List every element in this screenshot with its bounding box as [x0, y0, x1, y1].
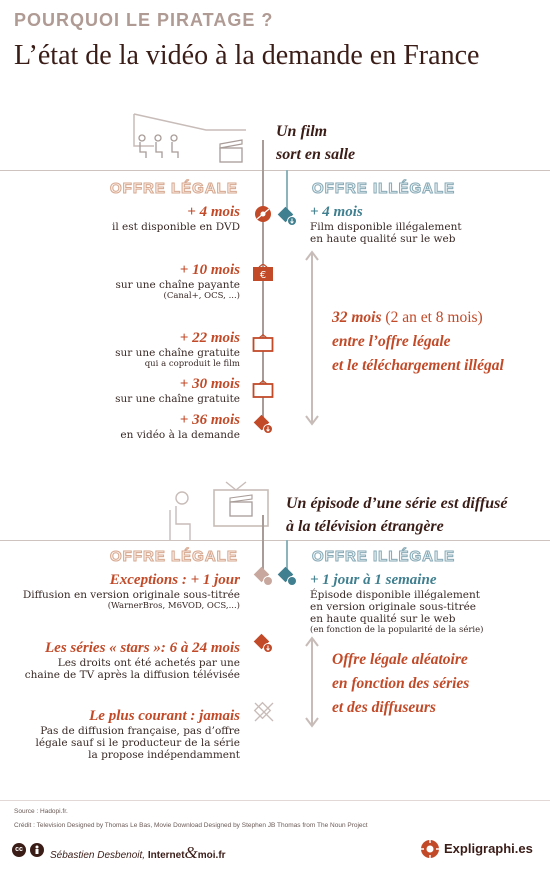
duration-arrow: [304, 250, 320, 426]
film-illegal-item: + 4 mois Film disponible illégalement en haute qualité sur le web: [310, 204, 462, 245]
dvd-icon: [254, 205, 272, 223]
serie-legal-item-stars: Les séries « stars »: 6 à 24 mois Les droits ont été achetés par une chaine de TV après la diffusion télévisée: [24, 640, 240, 681]
serie-legal-item-exceptions: Exceptions : + 1 jour Diffusion en version originale sous-titrée (WarnerBros, M6VOD, OCS,...): [22, 572, 240, 611]
film-event-title: Un film sort en salle: [276, 123, 356, 163]
footer-credit: Crédit : Television Designed by Thomas Le Bas, Movie Download Designed by Stephen JB Thomas from The Noun Project: [14, 822, 368, 829]
film-legal-item-free-tv-coprod: + 22 mois sur une chaîne gratuite qui a coproduit le film: [115, 330, 240, 369]
serie-event-title: Un épisode d’une série est diffusé à la télévision étrangère: [286, 495, 508, 535]
download-icon: [252, 632, 274, 654]
pay-tv-icon: [252, 264, 274, 282]
footer-author: Sébastien Desbenoit, Internet&moi.fr: [50, 843, 226, 862]
by-icon: [30, 843, 44, 857]
no-download-icon: [252, 700, 276, 724]
page-title: L’état de la vidéo à la demande en France: [14, 40, 480, 71]
film-illegal-header: OFFRE ILLÉGALE: [312, 180, 456, 197]
film-summary: 32 mois (2 an et 8 mois) entre l’offre légale et le téléchargement illégal: [332, 309, 504, 374]
svg-text:€: €: [259, 270, 267, 281]
download-icon: [276, 565, 298, 587]
serie-illegal-header: OFFRE ILLÉGALE: [312, 548, 456, 565]
expligraphies-logo-icon: [420, 839, 440, 859]
serie-legal-header: OFFRE LÉGALE: [110, 548, 238, 565]
tv-viewer-icon: [166, 478, 270, 542]
serie-illegal-item: + 1 jour à 1 semaine Épisode disponible illégalement en version originale sous-titrée en haute qualité sur le web (en fonction de la popularité de la série): [310, 572, 484, 635]
serie-legal-item-common: Le plus courant : jamais Pas de diffusion française, pas d’offre légale sauf si le producteur de la série la propose indépendamment: [35, 708, 240, 761]
kicker: POURQUOI LE PIRATAGE ?: [14, 10, 274, 30]
brand-name: Expligraphi.es: [444, 841, 533, 856]
film-divider: [0, 170, 550, 171]
download-icon: [252, 413, 274, 435]
film-legal-item-pay-tv: + 10 mois sur une chaîne payante (Canal+, OCS, ...): [115, 262, 240, 301]
serie-summary: Offre légale aléatoire en fonction des séries et des diffuseurs: [332, 651, 470, 716]
footer-source: Source : Hadopi.fr.: [14, 808, 68, 815]
download-icon: [276, 205, 298, 227]
serie-divider: [0, 540, 550, 541]
tv-icon: [252, 380, 274, 398]
tv-icon: [252, 334, 274, 352]
cc-badge: cc: [12, 843, 26, 857]
download-icon: [252, 565, 274, 587]
duration-arrow: [304, 636, 320, 728]
cinema-icon: [128, 108, 250, 168]
film-legal-item-dvd: + 4 mois il est disponible en DVD: [111, 204, 240, 233]
footer-divider: [0, 800, 550, 801]
film-legal-item-free-tv: + 30 mois sur une chaîne gratuite: [115, 376, 240, 405]
film-legal-item-vod: + 36 mois en vidéo à la demande: [120, 412, 240, 441]
film-legal-header: OFFRE LÉGALE: [110, 180, 238, 197]
